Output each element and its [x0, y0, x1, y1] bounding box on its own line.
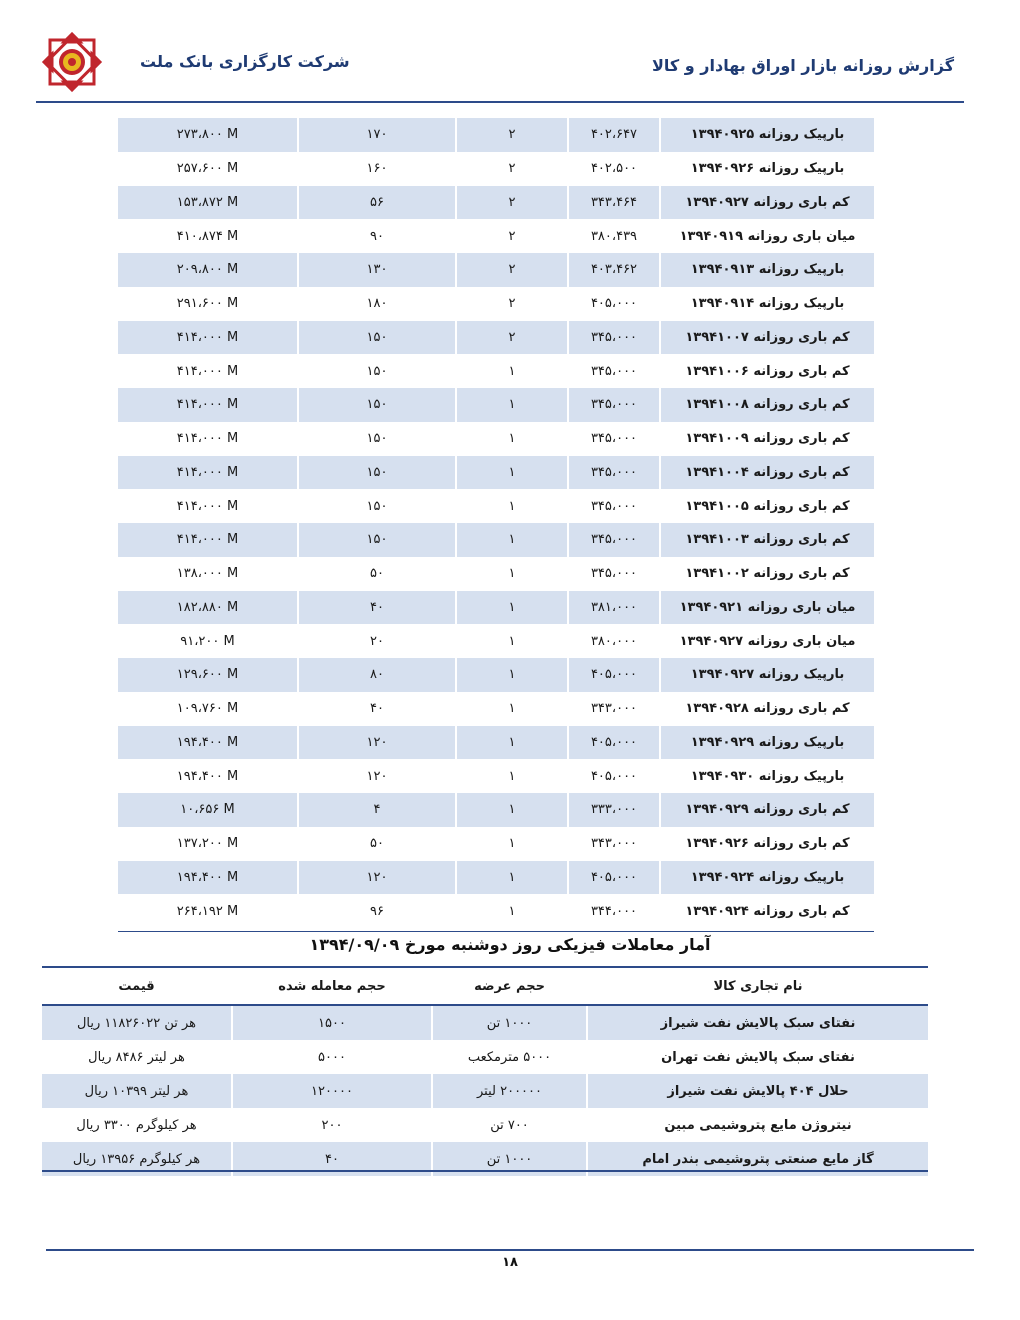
trade-volume-cell: ۴ [298, 793, 456, 827]
report-title: گزارش روزانه بازار اوراق بهادار و کالا [651, 56, 954, 75]
physical-price-cell: هر کیلوگرم ۳۳۰۰ ریال [76, 1117, 197, 1133]
table-row [118, 861, 874, 895]
table-row [118, 726, 874, 760]
trade-volume-cell: ۵۰ [298, 557, 456, 591]
trade-count-cell: ۱ [456, 591, 568, 625]
trade-volume-cell: ۱۵۰ [298, 489, 456, 523]
table-row [42, 1005, 928, 1040]
header-offer-volume: حجم عرضه [432, 967, 587, 1005]
trade-name-cell: کم باری روزانه ۱۳۹۴۰۹۲۴ [660, 894, 874, 928]
trade-name-cell: بارپیک روزانه ۱۳۹۴۰۹۱۴ [660, 287, 874, 321]
table-row [118, 489, 874, 523]
physical-offer-cell: ۱۰۰۰ تن [432, 1142, 587, 1176]
trade-price-cell: ۴۰۵،۰۰۰ [568, 658, 660, 692]
trade-value-cell: ۱۹۴،۴۰۰ M [118, 726, 298, 760]
trade-price-cell: ۴۰۵،۰۰۰ [568, 759, 660, 793]
trade-value-cell: ۴۱۴،۰۰۰ M [118, 321, 298, 355]
physical-table-bottom-rule [42, 1170, 928, 1172]
trade-value-cell: ۱۳۷،۲۰۰ M [176, 836, 239, 852]
trade-name-cell: بارپیک روزانه ۱۳۹۴۰۹۳۰ [660, 759, 874, 793]
trade-count-cell: ۱ [456, 793, 568, 827]
trade-value-cell: ۴۱۴،۰۰۰ M [176, 363, 239, 379]
trade-volume-cell: ۱۵۰ [298, 321, 456, 355]
trade-name-cell: کم باری روزانه ۱۳۹۴۱۰۰۹ [660, 422, 874, 456]
trade-volume-cell: ۴۰ [298, 591, 456, 625]
trade-value-cell: ۲۰۹،۸۰۰ M [118, 253, 298, 287]
trade-price-cell: ۳۸۱،۰۰۰ [568, 591, 660, 625]
trade-count-cell: ۱ [456, 658, 568, 692]
physical-traded-cell: ۲۰۰ [232, 1108, 432, 1142]
table-row [118, 354, 874, 388]
trade-price-cell: ۳۴۵،۰۰۰ [568, 456, 660, 490]
trade-name-cell: کم باری روزانه ۱۳۹۴۱۰۰۸ [660, 388, 874, 422]
physical-offer-cell: ۷۰۰ تن [432, 1108, 587, 1142]
physical-trades-title: آمار معاملات فیزیکی روز دوشنبه مورخ ۱۳۹۴/۰۹/۰۹ [309, 935, 711, 954]
trade-count-cell: ۱ [456, 354, 568, 388]
table-row [42, 1040, 928, 1074]
trade-price-cell: ۳۴۳،۴۶۴ [568, 186, 660, 220]
trade-value-cell: ۴۱۴،۰۰۰ M [176, 431, 239, 447]
trade-count-cell: ۲ [456, 118, 568, 152]
trade-price-cell: ۳۳۳،۰۰۰ [568, 793, 660, 827]
physical-trades-table [42, 966, 928, 1176]
footer-divider [46, 1249, 974, 1251]
physical-offer-cell: ۱۰۰۰ تن [432, 1005, 587, 1040]
trade-value-cell: ۲۷۳،۸۰۰ M [118, 118, 298, 152]
trades-table-bottom-rule [118, 931, 874, 932]
trade-value-cell: ۱۰،۶۵۶ M [118, 793, 298, 827]
trade-count-cell: ۱ [456, 422, 568, 456]
header-commodity-name: نام تجاری کالا [587, 967, 928, 1005]
trade-price-cell: ۳۴۳،۰۰۰ [568, 692, 660, 726]
trade-count-cell: ۲ [456, 253, 568, 287]
table-row [118, 287, 874, 321]
table-row [118, 658, 874, 692]
physical-name-cell: نفتای سبک پالایش نفت تهران [587, 1040, 928, 1074]
table-row [118, 793, 874, 827]
header-price: قیمت [42, 967, 232, 1005]
trade-name-cell: کم باری روزانه ۱۳۹۴۱۰۰۷ [660, 321, 874, 355]
table-row [118, 624, 874, 658]
trade-price-cell: ۴۰۵،۰۰۰ [568, 861, 660, 895]
trade-value-cell: ۱۹۴،۴۰۰ M [176, 768, 239, 784]
trade-name-cell: بارپیک روزانه ۱۳۹۴۰۹۱۳ [660, 253, 874, 287]
trade-volume-cell: ۸۰ [298, 658, 456, 692]
physical-name-cell: نیتروژن مایع پتروشیمی مبین [587, 1108, 928, 1142]
trade-name-cell: کم باری روزانه ۱۳۹۴۱۰۰۴ [660, 456, 874, 490]
trade-count-cell: ۲ [456, 321, 568, 355]
table-row [42, 1108, 928, 1142]
table-row [118, 253, 874, 287]
table-row [118, 118, 874, 152]
physical-price-cell: هر کیلوگرم ۱۳۹۵۶ ریال [42, 1142, 232, 1176]
table-row [118, 152, 874, 186]
trade-price-cell: ۳۴۵،۰۰۰ [568, 321, 660, 355]
trade-value-cell: ۱۰۹،۷۶۰ M [176, 701, 239, 717]
trade-count-cell: ۲ [456, 152, 568, 186]
table-row [118, 827, 874, 861]
trade-price-cell: ۳۴۵،۰۰۰ [568, 354, 660, 388]
company-name: شرکت کارگزاری بانک ملت [140, 52, 350, 71]
physical-traded-cell: ۵۰۰۰ [232, 1040, 432, 1074]
trade-count-cell: ۱ [456, 624, 568, 658]
physical-offer-cell: ۲۰۰۰۰۰ لیتر [432, 1074, 587, 1108]
physical-name-cell: گاز مایع صنعتی پتروشیمی بندر امام [587, 1142, 928, 1176]
trade-value-cell: ۱۳۸،۰۰۰ M [176, 566, 239, 582]
header-divider [36, 101, 964, 103]
header-traded-volume: حجم معامله شده [232, 967, 432, 1005]
trade-name-cell: بارپیک روزانه ۱۳۹۴۰۹۲۶ [660, 152, 874, 186]
trade-count-cell: ۲ [456, 186, 568, 220]
trade-value-cell: ۱۹۴،۴۰۰ M [118, 861, 298, 895]
trade-price-cell: ۴۰۵،۰۰۰ [568, 287, 660, 321]
trade-name-cell: میان باری روزانه ۱۳۹۴۰۹۲۷ [660, 624, 874, 658]
trade-value-cell: ۹۱،۲۰۰ M [180, 633, 235, 649]
trade-volume-cell: ۱۲۰ [298, 726, 456, 760]
trade-count-cell: ۱ [456, 726, 568, 760]
trade-count-cell: ۲ [456, 287, 568, 321]
physical-traded-cell: ۴۰ [232, 1142, 432, 1176]
bank-mellat-logo [40, 30, 104, 94]
trade-volume-cell: ۱۵۰ [298, 456, 456, 490]
trade-volume-cell: ۱۵۰ [298, 523, 456, 557]
trade-name-cell: کم باری روزانه ۱۳۹۴۱۰۰۶ [660, 354, 874, 388]
trade-name-cell: کم باری روزانه ۱۳۹۴۰۹۲۸ [660, 692, 874, 726]
trade-price-cell: ۳۸۰،۴۳۹ [568, 219, 660, 253]
trade-count-cell: ۱ [456, 827, 568, 861]
trade-name-cell: میان باری روزانه ۱۳۹۴۰۹۱۹ [660, 219, 874, 253]
trade-price-cell: ۳۸۰،۰۰۰ [568, 624, 660, 658]
trade-count-cell: ۱ [456, 523, 568, 557]
trade-value-cell: ۴۱۴،۰۰۰ M [118, 456, 298, 490]
table-row [118, 692, 874, 726]
trade-count-cell: ۱ [456, 692, 568, 726]
trade-price-cell: ۳۴۳،۰۰۰ [568, 827, 660, 861]
table-row [118, 219, 874, 253]
trade-count-cell: ۱ [456, 894, 568, 928]
trade-name-cell: کم باری روزانه ۱۳۹۴۰۹۲۹ [660, 793, 874, 827]
trade-volume-cell: ۲۰ [298, 624, 456, 658]
trade-count-cell: ۱ [456, 759, 568, 793]
trade-value-cell: ۱۲۹،۶۰۰ M [118, 658, 298, 692]
table-row [118, 523, 874, 557]
trade-volume-cell: ۹۰ [298, 219, 456, 253]
trade-name-cell: کم باری روزانه ۱۳۹۴۱۰۰۵ [660, 489, 874, 523]
trade-count-cell: ۱ [456, 388, 568, 422]
trade-price-cell: ۳۴۵،۰۰۰ [568, 388, 660, 422]
physical-traded-cell: ۱۵۰۰ [232, 1005, 432, 1040]
trade-price-cell: ۳۴۵،۰۰۰ [568, 422, 660, 456]
trade-value-cell: ۱۸۲،۸۸۰ M [118, 591, 298, 625]
page-number: ۱۸ [502, 1255, 518, 1270]
table-row [118, 759, 874, 793]
trade-volume-cell: ۱۶۰ [298, 152, 456, 186]
trade-volume-cell: ۱۵۰ [298, 354, 456, 388]
trade-volume-cell: ۹۶ [298, 894, 456, 928]
trade-volume-cell: ۱۳۰ [298, 253, 456, 287]
table-row [118, 557, 874, 591]
trade-value-cell: ۴۱۰،۸۷۴ M [176, 228, 239, 244]
trade-volume-cell: ۱۵۰ [298, 388, 456, 422]
trade-value-cell: ۱۵۳،۸۷۲ M [118, 186, 298, 220]
physical-offer-cell: ۵۰۰۰ مترمکعب [432, 1040, 587, 1074]
trade-volume-cell: ۵۶ [298, 186, 456, 220]
trade-price-cell: ۴۰۵،۰۰۰ [568, 726, 660, 760]
table-row [118, 388, 874, 422]
trade-name-cell: کم باری روزانه ۱۳۹۴۰۹۲۷ [660, 186, 874, 220]
trade-price-cell: ۳۴۵،۰۰۰ [568, 523, 660, 557]
trade-count-cell: ۱ [456, 489, 568, 523]
trade-name-cell: بارپیک روزانه ۱۳۹۴۰۹۲۵ [660, 118, 874, 152]
trade-price-cell: ۴۰۲،۵۰۰ [568, 152, 660, 186]
physical-name-cell: حلال ۴۰۴ پالایش نفت شیراز [587, 1074, 928, 1108]
table-row [118, 422, 874, 456]
trade-name-cell: کم باری روزانه ۱۳۹۴۱۰۰۲ [660, 557, 874, 591]
table-row [118, 894, 874, 928]
table-row [118, 591, 874, 625]
trade-volume-cell: ۱۵۰ [298, 422, 456, 456]
physical-name-cell: نفتای سبک پالایش نفت شیراز [587, 1005, 928, 1040]
trade-name-cell: بارپیک روزانه ۱۳۹۴۰۹۲۹ [660, 726, 874, 760]
trade-count-cell: ۲ [456, 219, 568, 253]
trade-price-cell: ۴۰۳،۴۶۲ [568, 253, 660, 287]
physical-traded-cell: ۱۲۰۰۰۰ [232, 1074, 432, 1108]
trade-name-cell: بارپیک روزانه ۱۳۹۴۰۹۲۴ [660, 861, 874, 895]
trade-value-cell: ۲۹۱،۶۰۰ M [176, 296, 239, 312]
trade-price-cell: ۴۰۲،۶۴۷ [568, 118, 660, 152]
trade-volume-cell: ۴۰ [298, 692, 456, 726]
trade-count-cell: ۱ [456, 557, 568, 591]
trade-count-cell: ۱ [456, 861, 568, 895]
physical-price-cell: هر لیتر ۸۴۸۶ ریال [88, 1049, 185, 1065]
physical-header-row [42, 967, 928, 1005]
trade-volume-cell: ۱۲۰ [298, 861, 456, 895]
trade-volume-cell: ۱۲۰ [298, 759, 456, 793]
trade-value-cell: ۴۱۴،۰۰۰ M [176, 498, 239, 514]
trade-value-cell: ۴۱۴،۰۰۰ M [118, 388, 298, 422]
physical-price-cell: هر تن ۱۱۸۲۶۰۲۲ ریال [42, 1005, 232, 1040]
table-row [118, 456, 874, 490]
trade-name-cell: کم باری روزانه ۱۳۹۴۱۰۰۳ [660, 523, 874, 557]
trade-name-cell: میان باری روزانه ۱۳۹۴۰۹۲۱ [660, 591, 874, 625]
trade-value-cell: ۲۶۴،۱۹۲ M [176, 903, 239, 919]
trade-price-cell: ۳۴۵،۰۰۰ [568, 557, 660, 591]
trade-value-cell: ۴۱۴،۰۰۰ M [118, 523, 298, 557]
electricity-trades-table [118, 118, 874, 928]
table-row [118, 186, 874, 220]
trade-count-cell: ۱ [456, 456, 568, 490]
table-row [42, 1074, 928, 1108]
trade-volume-cell: ۱۷۰ [298, 118, 456, 152]
page-header [0, 0, 1020, 108]
trade-value-cell: ۲۵۷،۶۰۰ M [176, 161, 239, 177]
trade-name-cell: کم باری روزانه ۱۳۹۴۰۹۲۶ [660, 827, 874, 861]
table-row [118, 321, 874, 355]
trade-price-cell: ۳۴۵،۰۰۰ [568, 489, 660, 523]
trade-name-cell: بارپیک روزانه ۱۳۹۴۰۹۲۷ [660, 658, 874, 692]
physical-price-cell: هر لیتر ۱۰۳۹۹ ریال [42, 1074, 232, 1108]
trade-price-cell: ۳۴۴،۰۰۰ [568, 894, 660, 928]
trade-volume-cell: ۱۸۰ [298, 287, 456, 321]
trade-volume-cell: ۵۰ [298, 827, 456, 861]
